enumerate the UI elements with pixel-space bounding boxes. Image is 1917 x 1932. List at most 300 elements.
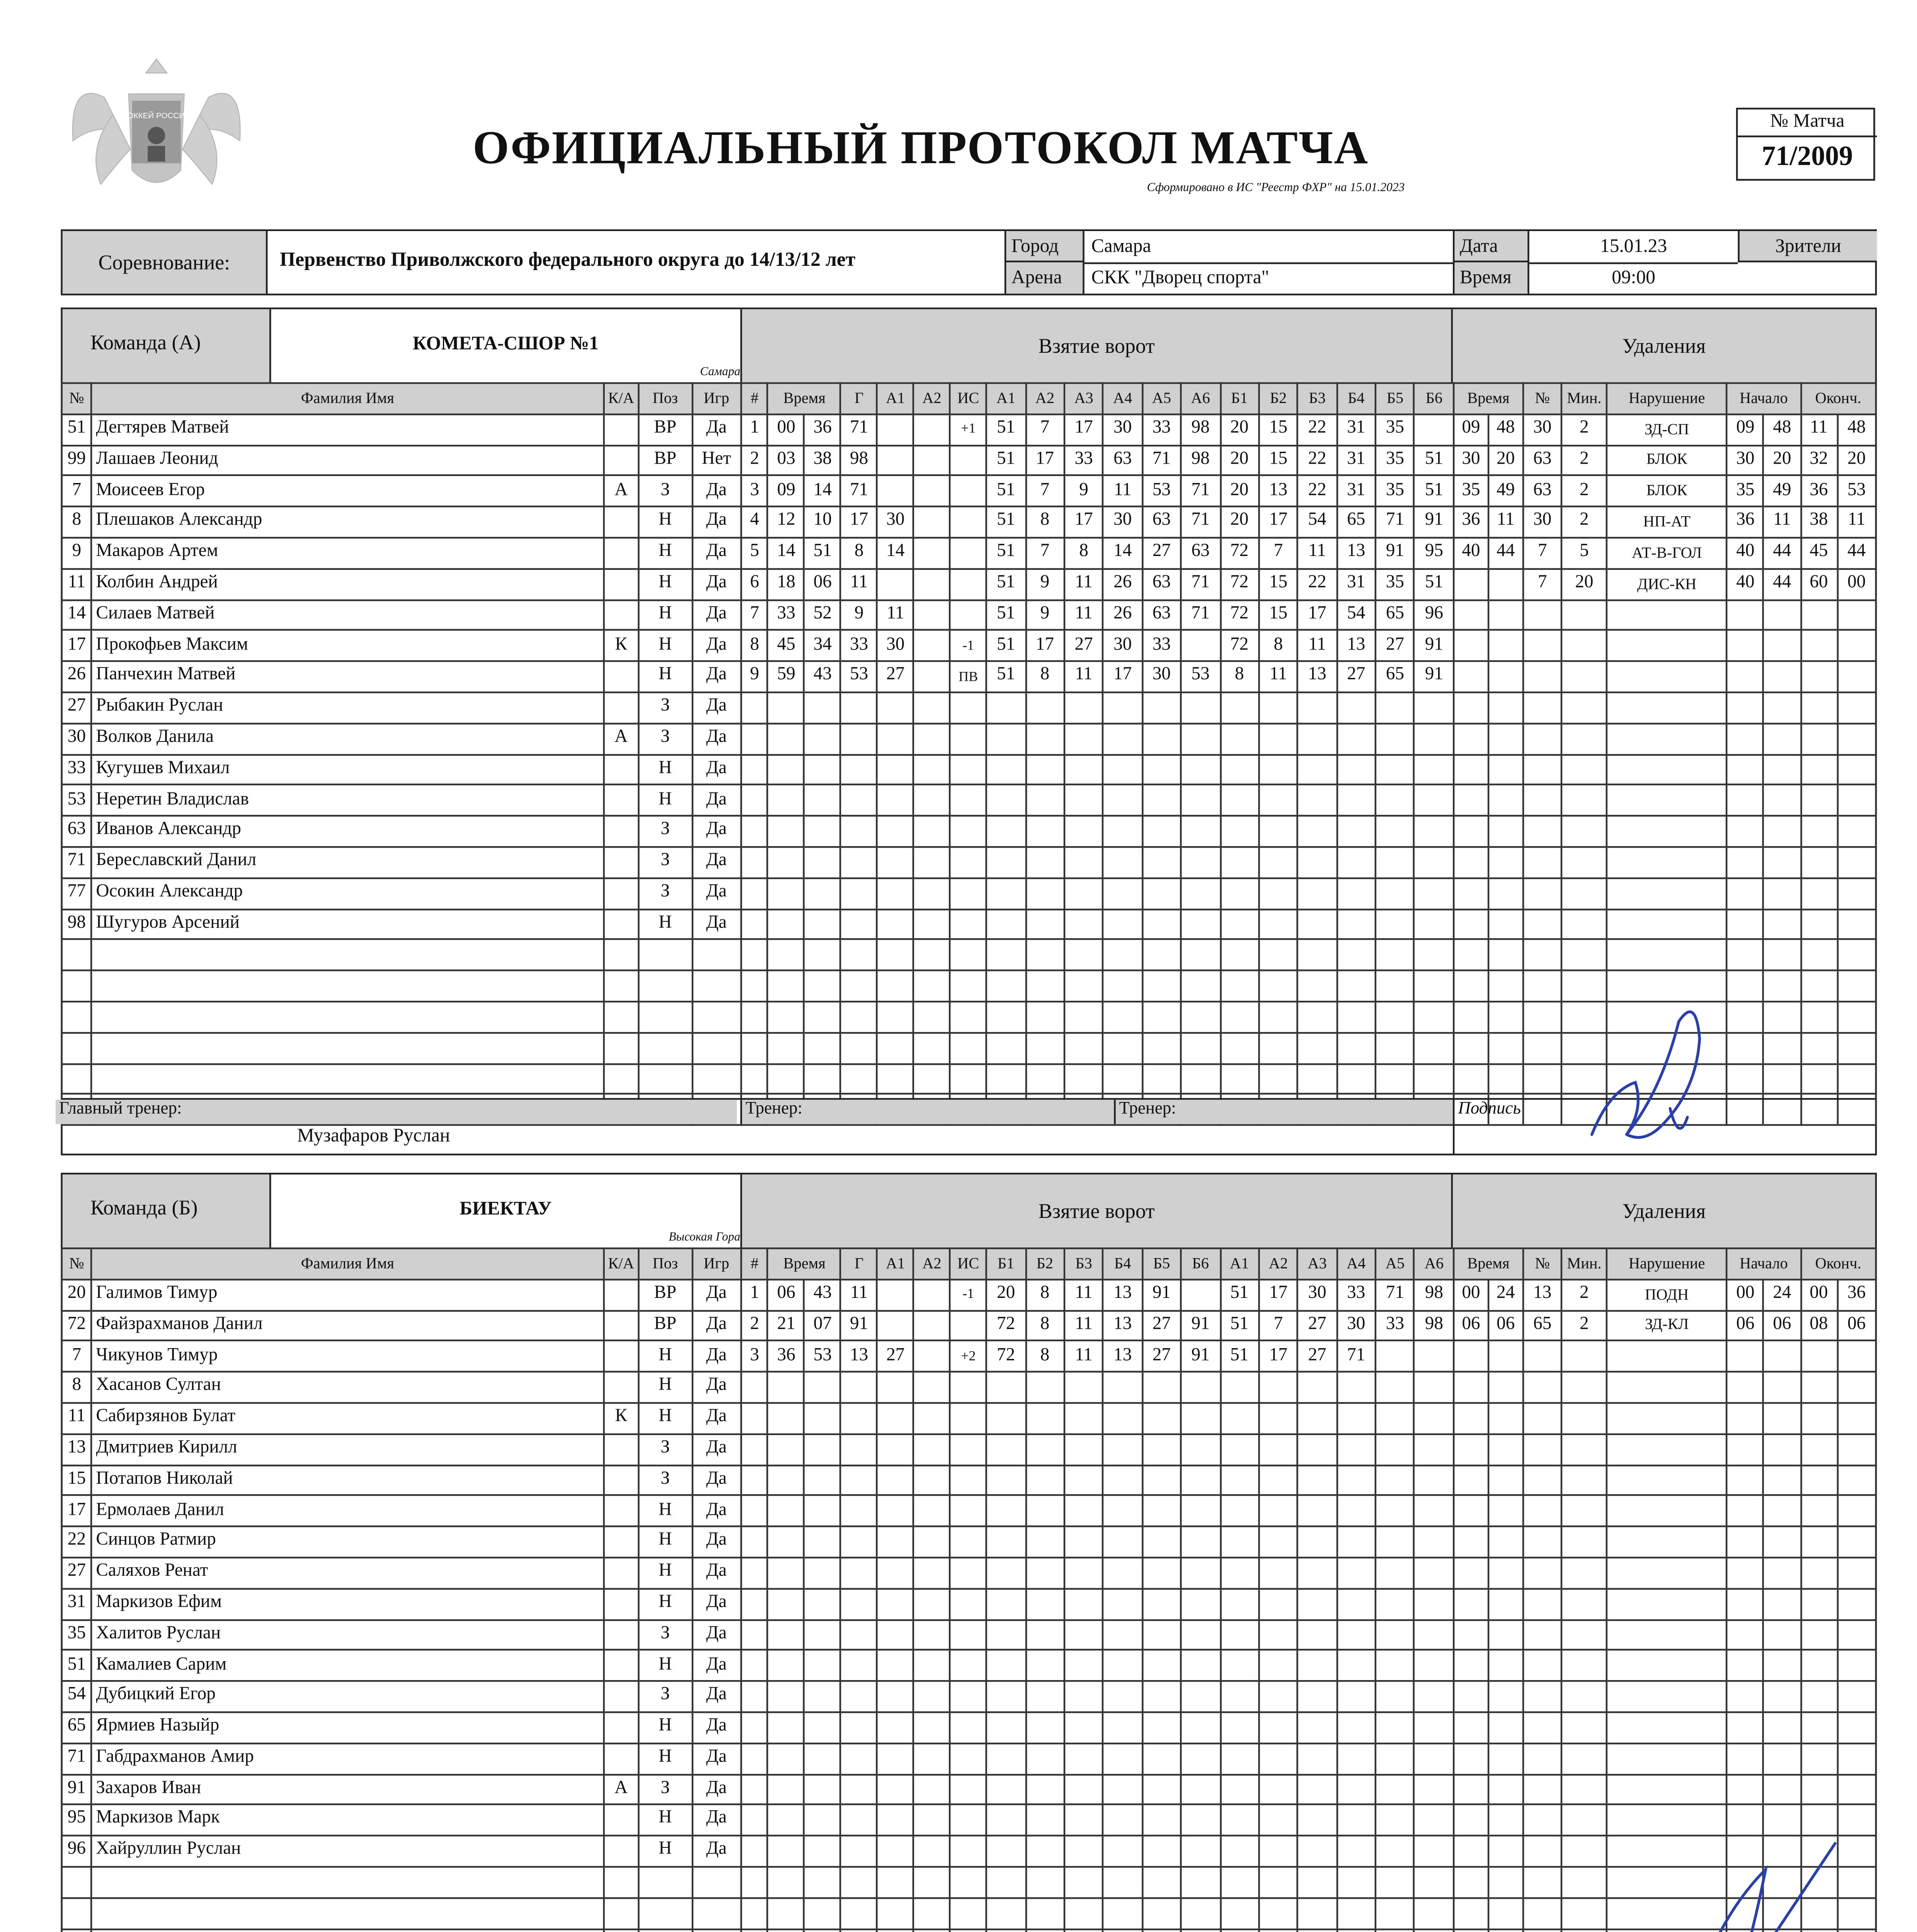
goal-number xyxy=(741,1527,768,1558)
goal-minutes xyxy=(768,1805,804,1836)
goal-minutes xyxy=(768,785,804,816)
goal-minutes xyxy=(768,692,804,723)
goal-situation xyxy=(950,816,986,847)
goal-number: 6 xyxy=(741,569,768,600)
goal-minutes xyxy=(768,971,804,1002)
player-ka xyxy=(603,878,638,909)
pen-minutes: 2 xyxy=(1562,507,1607,538)
onice-player xyxy=(1142,940,1181,971)
onice-player: 95 xyxy=(1415,538,1454,569)
goal-scorer-header: Г xyxy=(841,383,877,414)
player-number: 35 xyxy=(62,1619,92,1650)
team-b-section xyxy=(61,1173,1877,1932)
onice-player xyxy=(1064,754,1103,785)
onice-player: 71 xyxy=(1376,1279,1415,1310)
pen-player xyxy=(1523,1558,1562,1588)
onice-player xyxy=(1376,723,1415,754)
onice-player xyxy=(1025,1496,1064,1527)
goal-situation xyxy=(950,1650,986,1681)
onice-player xyxy=(1259,785,1298,816)
pen-end-min xyxy=(1800,692,1837,723)
goal-minutes xyxy=(768,1681,804,1712)
goal-seconds xyxy=(804,1527,841,1558)
pen-end-sec xyxy=(1837,1434,1876,1465)
onice-player xyxy=(1298,1650,1337,1681)
onice-player xyxy=(1064,1805,1103,1836)
pen-start-min xyxy=(1727,816,1764,847)
table-row xyxy=(1454,1341,1876,1372)
pen-end-sec xyxy=(1837,1527,1876,1558)
player-name: Кугушев Михаил xyxy=(92,754,603,785)
pen-end-sec xyxy=(1837,1465,1876,1496)
onice-player: 27 xyxy=(1142,1310,1181,1341)
table-row xyxy=(741,971,1454,1002)
onice-header: Б3 xyxy=(1298,383,1337,414)
goal-assist2 xyxy=(914,1743,950,1774)
goal-situation xyxy=(950,1496,986,1527)
pen-time-sec xyxy=(1488,1867,1523,1898)
onice-player xyxy=(1064,1619,1103,1650)
pen-player xyxy=(1523,1032,1562,1063)
onice-player xyxy=(1298,1496,1337,1527)
onice-player xyxy=(1181,692,1220,723)
pen-player xyxy=(1523,909,1562,940)
onice-header: А5 xyxy=(1376,1248,1415,1279)
goal-minutes xyxy=(768,723,804,754)
pen-start-min xyxy=(1727,909,1764,940)
onice-player xyxy=(986,878,1025,909)
onice-player xyxy=(1220,1403,1259,1434)
onice-player: 17 xyxy=(1103,662,1142,692)
onice-player xyxy=(1064,1743,1103,1774)
onice-player: 72 xyxy=(1220,538,1259,569)
pen-time-min xyxy=(1454,1558,1488,1588)
onice-player xyxy=(1415,1805,1454,1836)
table-row xyxy=(1454,1619,1876,1650)
onice-player: 13 xyxy=(1103,1279,1142,1310)
player-name: Галимов Тимур xyxy=(92,1279,603,1310)
onice-player: 72 xyxy=(1220,569,1259,600)
onice-header: А6 xyxy=(1415,1248,1454,1279)
pen-start-min xyxy=(1727,1619,1764,1650)
goal-assist1: 11 xyxy=(877,600,914,631)
goal-assist1 xyxy=(877,1002,914,1032)
goal-time-header: Время xyxy=(768,1248,841,1279)
player-position: Н xyxy=(639,1558,692,1588)
pen-end-min xyxy=(1800,1619,1837,1650)
onice-player: 72 xyxy=(986,1310,1025,1341)
table-row xyxy=(741,1588,1454,1619)
player-ka xyxy=(603,1619,638,1650)
pen-minutes xyxy=(1562,1527,1607,1558)
table-row xyxy=(62,1867,741,1898)
player-name xyxy=(92,971,603,1002)
player-position: З xyxy=(639,847,692,878)
pen-time-min xyxy=(1454,909,1488,940)
goal-number: 1 xyxy=(741,414,768,445)
player-number: 11 xyxy=(62,569,92,600)
goal-minutes xyxy=(768,1898,804,1929)
onice-player: 65 xyxy=(1376,600,1415,631)
onice-player xyxy=(1103,1681,1142,1712)
onice-player: 13 xyxy=(1259,476,1298,507)
player-name: Моисеев Егор xyxy=(92,476,603,507)
onice-player: 71 xyxy=(1337,1341,1376,1372)
player-played: Да xyxy=(692,600,741,631)
pen-time-sec xyxy=(1488,1898,1523,1929)
pen-start-min xyxy=(1727,754,1764,785)
goal-number xyxy=(741,1588,768,1619)
onice-header: Б6 xyxy=(1415,383,1454,414)
onice-player xyxy=(1142,1558,1181,1588)
goal-minutes xyxy=(768,1063,804,1094)
pen-minutes xyxy=(1562,847,1607,878)
table-row xyxy=(62,1805,741,1836)
onice-player xyxy=(1142,1063,1181,1094)
table-row xyxy=(741,1743,1454,1774)
onice-player: 20 xyxy=(1220,507,1259,538)
onice-player xyxy=(1376,847,1415,878)
onice-player xyxy=(1337,878,1376,909)
onice-player xyxy=(1298,878,1337,909)
goal-situation xyxy=(950,1867,986,1898)
pen-time-min xyxy=(1454,1341,1488,1372)
player-position: З xyxy=(639,1465,692,1496)
onice-player xyxy=(1181,816,1220,847)
onice-player xyxy=(1220,1032,1259,1063)
goal-seconds xyxy=(804,1650,841,1681)
goal-seconds xyxy=(804,692,841,723)
pen-start-min: 35 xyxy=(1727,476,1764,507)
table-row xyxy=(1454,1403,1876,1434)
pen-player xyxy=(1523,940,1562,971)
player-ka xyxy=(603,1527,638,1558)
onice-player xyxy=(1142,754,1181,785)
goal-seconds xyxy=(804,1836,841,1867)
onice-player xyxy=(1415,692,1454,723)
onice-player xyxy=(1064,1898,1103,1929)
pen-end-min xyxy=(1800,1712,1837,1743)
player-played: Да xyxy=(692,1527,741,1558)
onice-player xyxy=(1259,1002,1298,1032)
onice-player xyxy=(986,1836,1025,1867)
goal-assist1 xyxy=(877,1403,914,1434)
table-row xyxy=(741,507,1454,538)
onice-player xyxy=(986,1619,1025,1650)
pen-minutes xyxy=(1562,631,1607,662)
pen-time-sec xyxy=(1488,1341,1523,1372)
pen-number-header: № xyxy=(1523,1248,1562,1279)
onice-player xyxy=(1181,878,1220,909)
onice-player xyxy=(1025,1063,1064,1094)
onice-player xyxy=(1220,1002,1259,1032)
pen-infraction xyxy=(1607,940,1727,971)
onice-player xyxy=(1142,1372,1181,1403)
player-position: З xyxy=(639,1619,692,1650)
onice-player xyxy=(1259,1496,1298,1527)
onice-player xyxy=(1337,816,1376,847)
player-played: Да xyxy=(692,754,741,785)
pen-start-sec xyxy=(1764,1032,1800,1063)
onice-player: 13 xyxy=(1103,1341,1142,1372)
onice-player: 8 xyxy=(1025,507,1064,538)
onice-player xyxy=(1415,785,1454,816)
pen-infraction-header: Нарушение xyxy=(1607,383,1727,414)
onice-player xyxy=(1181,1712,1220,1743)
onice-player xyxy=(1259,1403,1298,1434)
onice-player: 9 xyxy=(1064,476,1103,507)
table-row xyxy=(62,1836,741,1867)
onice-player: 51 xyxy=(1415,476,1454,507)
goal-assist1 xyxy=(877,971,914,1002)
onice-player xyxy=(1064,1002,1103,1032)
city-label: Город xyxy=(1004,231,1084,262)
onice-player xyxy=(1259,1836,1298,1867)
pen-end-min xyxy=(1800,754,1837,785)
goal-assist2 xyxy=(914,692,950,723)
pen-time-min xyxy=(1454,847,1488,878)
goal-minutes xyxy=(768,1465,804,1496)
onice-player: 71 xyxy=(1181,600,1220,631)
goal-minutes: 36 xyxy=(768,1341,804,1372)
goal-assist1 xyxy=(877,785,914,816)
pen-end-sec: 36 xyxy=(1837,1279,1876,1310)
pen-player: 13 xyxy=(1523,1279,1562,1310)
pen-infraction: БЛОК xyxy=(1607,476,1727,507)
pen-end-sec: 48 xyxy=(1837,414,1876,445)
onice-player xyxy=(1064,971,1103,1002)
pen-time-min xyxy=(1454,878,1488,909)
pen-infraction-header: Нарушение xyxy=(1607,1248,1727,1279)
player-name: Габдрахманов Амир xyxy=(92,1743,603,1774)
table-row xyxy=(62,1403,741,1434)
goal-minutes: 33 xyxy=(768,600,804,631)
onice-player: 51 xyxy=(986,631,1025,662)
player-position xyxy=(639,971,692,1002)
player-number: 72 xyxy=(62,1310,92,1341)
pen-minutes: 2 xyxy=(1562,1279,1607,1310)
goal-situation xyxy=(950,569,986,600)
onice-player: 9 xyxy=(1025,600,1064,631)
pen-time-sec xyxy=(1488,600,1523,631)
pen-minutes xyxy=(1562,878,1607,909)
table-row xyxy=(62,1465,741,1496)
roster-play-header: Игр xyxy=(692,1248,741,1279)
pen-infraction xyxy=(1607,785,1727,816)
onice-player xyxy=(1298,1032,1337,1063)
onice-player xyxy=(1025,1032,1064,1063)
table-row xyxy=(62,1032,741,1063)
goal-assist2 xyxy=(914,1805,950,1836)
onice-player xyxy=(1415,816,1454,847)
pen-end-min xyxy=(1800,1002,1837,1032)
onice-player xyxy=(1337,1898,1376,1929)
onice-player xyxy=(1103,878,1142,909)
onice-player: 91 xyxy=(1415,507,1454,538)
onice-player xyxy=(1337,1743,1376,1774)
onice-player xyxy=(1181,1867,1220,1898)
onice-player xyxy=(1415,1434,1454,1465)
onice-player xyxy=(1376,1774,1415,1805)
pen-start-sec xyxy=(1764,1619,1800,1650)
goal-minutes xyxy=(768,816,804,847)
player-ka xyxy=(603,1836,638,1867)
onice-player xyxy=(1376,1681,1415,1712)
player-played: Да xyxy=(692,1681,741,1712)
pen-player: 30 xyxy=(1523,507,1562,538)
onice-player xyxy=(1415,1650,1454,1681)
pen-infraction xyxy=(1607,1465,1727,1496)
table-row xyxy=(741,816,1454,847)
onice-player xyxy=(1337,1465,1376,1496)
pen-time-sec xyxy=(1488,1588,1523,1619)
onice-player xyxy=(1103,1712,1142,1743)
goal-scorer: 91 xyxy=(841,1310,877,1341)
onice-player xyxy=(1181,1527,1220,1558)
pen-start-sec xyxy=(1764,1496,1800,1527)
goal-situation: +1 xyxy=(950,414,986,445)
onice-player xyxy=(1025,723,1064,754)
pen-infraction xyxy=(1607,1496,1727,1527)
onice-player: 13 xyxy=(1337,631,1376,662)
player-number xyxy=(62,1867,92,1898)
pen-minutes xyxy=(1562,785,1607,816)
onice-player xyxy=(1337,1588,1376,1619)
onice-player: 72 xyxy=(986,1341,1025,1372)
pen-time-sec xyxy=(1488,723,1523,754)
goal-situation: -1 xyxy=(950,1279,986,1310)
onice-player xyxy=(1103,1465,1142,1496)
onice-player xyxy=(986,754,1025,785)
player-name: Плешаков Александр xyxy=(92,507,603,538)
roster-header xyxy=(62,1248,741,1279)
onice-player xyxy=(1298,1002,1337,1032)
goal-seconds: 36 xyxy=(804,414,841,445)
onice-player: 8 xyxy=(1025,662,1064,692)
player-name: Силаев Матвей xyxy=(92,600,603,631)
onice-player: 53 xyxy=(1142,476,1181,507)
goal-scorer xyxy=(841,1929,877,1932)
goal-scorer xyxy=(841,847,877,878)
player-position: Н xyxy=(639,1403,692,1434)
onice-player: 11 xyxy=(1064,569,1103,600)
pen-minutes: 2 xyxy=(1562,476,1607,507)
pen-time-min: 30 xyxy=(1454,445,1488,476)
onice-player xyxy=(1220,1434,1259,1465)
table-row xyxy=(741,1867,1454,1898)
goal-assist2 xyxy=(914,1341,950,1372)
player-number: 54 xyxy=(62,1681,92,1712)
player-ka: К xyxy=(603,1403,638,1434)
onice-player: 31 xyxy=(1337,414,1376,445)
player-ka xyxy=(603,1867,638,1898)
goals-header xyxy=(741,383,1454,414)
player-position: Н xyxy=(639,538,692,569)
goal-assist2 xyxy=(914,631,950,662)
player-ka xyxy=(603,1805,638,1836)
onice-player xyxy=(1415,1341,1454,1372)
player-ka: А xyxy=(603,476,638,507)
table-row xyxy=(62,476,741,507)
pen-end-sec xyxy=(1837,723,1876,754)
arena-label: Арена xyxy=(1004,262,1084,294)
onice-player xyxy=(1025,1929,1064,1932)
onice-player xyxy=(1298,816,1337,847)
goal-situation xyxy=(950,754,986,785)
onice-header: Б2 xyxy=(1025,1248,1064,1279)
onice-player: 17 xyxy=(1025,445,1064,476)
table-row xyxy=(741,940,1454,971)
team-a-city: Самара xyxy=(700,365,741,379)
onice-player xyxy=(1298,754,1337,785)
player-played: Да xyxy=(692,1279,741,1310)
onice-player: 30 xyxy=(1142,662,1181,692)
onice-player xyxy=(1376,1372,1415,1403)
onice-player: 20 xyxy=(1220,476,1259,507)
onice-player: 13 xyxy=(1103,1310,1142,1341)
player-ka xyxy=(603,414,638,445)
onice-player xyxy=(1025,1743,1064,1774)
table-row xyxy=(62,445,741,476)
pen-end-sec xyxy=(1837,692,1876,723)
team-a-label: Команда (А) xyxy=(63,309,271,382)
onice-player xyxy=(1376,971,1415,1002)
onice-player xyxy=(1220,723,1259,754)
onice-player xyxy=(1376,1434,1415,1465)
table-row xyxy=(741,847,1454,878)
pen-end-sec xyxy=(1837,1650,1876,1681)
pen-end-min xyxy=(1800,847,1837,878)
onice-player xyxy=(986,1743,1025,1774)
pen-player: 7 xyxy=(1523,569,1562,600)
goal-assist2 xyxy=(914,1496,950,1527)
player-number: 71 xyxy=(62,847,92,878)
onice-player: 65 xyxy=(1376,662,1415,692)
onice-player xyxy=(986,785,1025,816)
onice-player: 8 xyxy=(1064,538,1103,569)
player-played: Да xyxy=(692,723,741,754)
goal-assist1 xyxy=(877,1527,914,1558)
onice-player xyxy=(1337,1805,1376,1836)
onice-player xyxy=(986,1805,1025,1836)
pen-start-sec xyxy=(1764,1588,1800,1619)
onice-player xyxy=(1142,1650,1181,1681)
onice-player: 30 xyxy=(1103,414,1142,445)
onice-player xyxy=(1142,909,1181,940)
onice-player xyxy=(1103,847,1142,878)
player-number: 63 xyxy=(62,816,92,847)
goal-assist2 xyxy=(914,1712,950,1743)
player-position: Н xyxy=(639,1372,692,1403)
pen-minutes: 2 xyxy=(1562,1310,1607,1341)
onice-player xyxy=(1337,1867,1376,1898)
pen-end-sec xyxy=(1837,1588,1876,1619)
onice-player xyxy=(1064,1558,1103,1588)
player-name xyxy=(92,1032,603,1063)
pen-time-min xyxy=(1454,1681,1488,1712)
onice-player xyxy=(1103,1867,1142,1898)
onice-header: Б5 xyxy=(1142,1248,1181,1279)
pen-start-min xyxy=(1727,1588,1764,1619)
onice-player: 71 xyxy=(1376,507,1415,538)
player-played xyxy=(692,1898,741,1929)
onice-player: 33 xyxy=(1337,1279,1376,1310)
onice-player: 17 xyxy=(1298,600,1337,631)
onice-player xyxy=(1220,754,1259,785)
pen-infraction xyxy=(1607,692,1727,723)
competition-label: Соревнование: xyxy=(63,231,268,294)
pen-end-min xyxy=(1800,1588,1837,1619)
